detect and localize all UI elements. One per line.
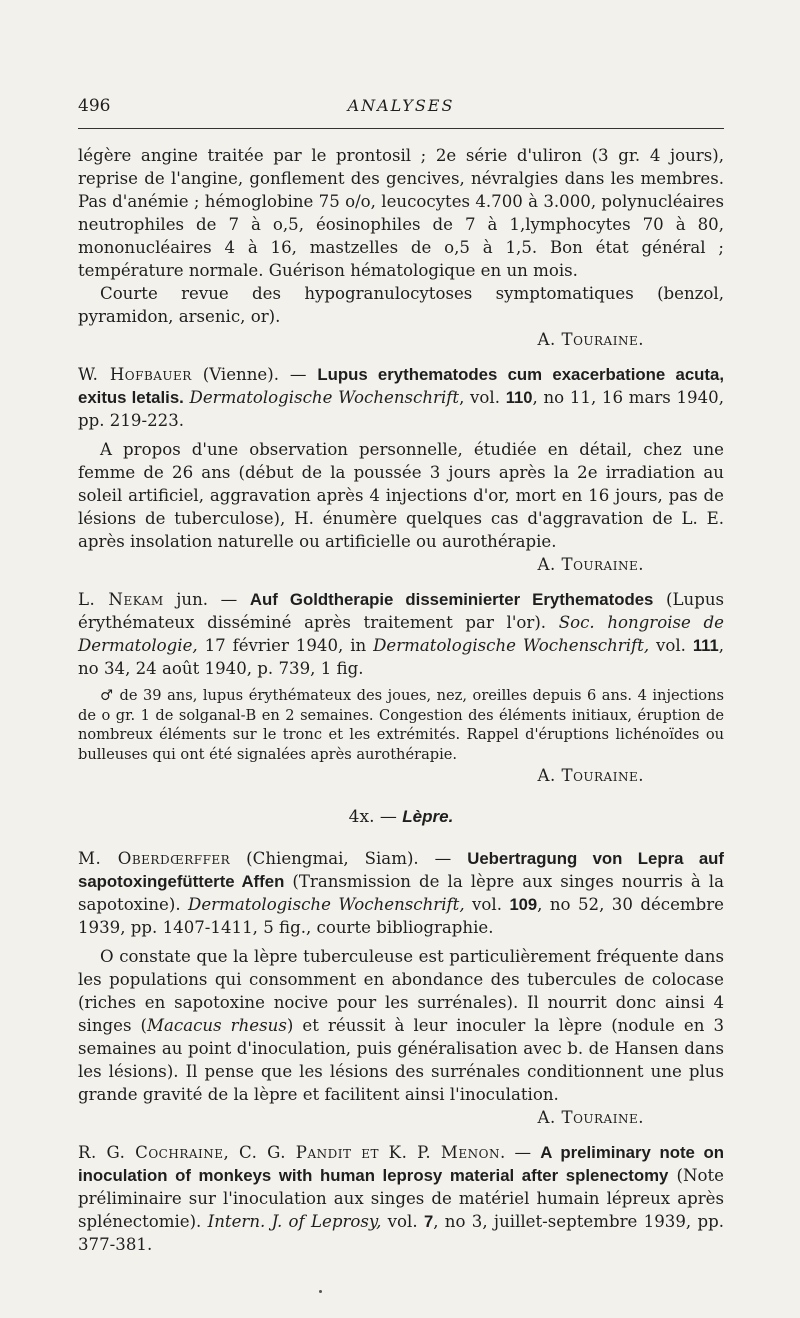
species-name: Macacus rhesus: [147, 1016, 287, 1035]
article-title: Uebertragung von Lepra auf sapotoxingefütterte Affen: [78, 849, 724, 891]
abstract-text: [78, 945, 724, 1106]
signature: A. Touraine.: [537, 1108, 644, 1127]
abstract-entry-cochraine: [78, 1141, 724, 1256]
citation: [78, 363, 724, 432]
running-title: ANALYSES: [347, 96, 455, 115]
volume-number: 109: [509, 895, 538, 914]
citation: [78, 1141, 724, 1256]
citation: [78, 588, 724, 680]
ref-part: (Transmission de la lèpre aux singes nourris à la sapotoxine).: [78, 872, 724, 914]
ref-part: , no 3, juillet-septembre 1939, pp. 377-381.: [78, 1212, 724, 1254]
author-place: (Vienne). —: [191, 365, 318, 384]
abstract-text: légère angine traitée par le prontosil ; 2e série d'uliron (3 gr. 4 jours), reprise de l'angine, gonflement des gencives, névralgies dans les membres. Pas d'anémie ; hémoglobine 75 o/o, leucocytes 4.700 à 3.000, polynucléaires neutrophiles de 7 à o,5, éosinophiles de 7 à 1,lymphocytes 70 à 80, mononucléaires 4 à 16, mastzelles de o,5 à 1,5. Bon état général ; température normale. Guérison hématologique en un mois.: [78, 146, 724, 280]
article-title: Lupus erythematodes cum exacerbatione acuta, exitus letalis.: [78, 365, 724, 407]
page-body: [78, 144, 724, 1256]
abstract-text: A propos d'une observation personnelle, étudiée en détail, chez une femme de 26 ans (début de la poussée 3 jours après la 2e irradiation au soleil artificiel, aggravation après 4 injections d'or, mort en 16 jours, pas de lésions de tuberculose), H. énumère quelques cas d'aggravation de L. E. après insolation naturelle ou artificielle ou aurothérapie.: [78, 440, 724, 551]
article-title: A preliminary note on inoculation of monkeys with human leprosy material after splenectomy: [78, 1143, 724, 1185]
ref-part: vol.: [464, 895, 510, 914]
author-place: (Chiengmai, Siam). —: [230, 849, 468, 868]
signature: A. Touraine.: [537, 330, 644, 349]
ref-part: vol.: [649, 636, 693, 655]
volume-number: 110: [505, 388, 533, 407]
author: L. Nekam: [78, 590, 164, 609]
section-heading: [78, 805, 724, 829]
volume-number: 111: [692, 636, 719, 655]
ref-part: , no 34, 24 août 1940, p. 739, 1 fig.: [78, 636, 724, 678]
ref-part: , vol.: [459, 388, 506, 407]
abstract-entry-hofbauer: [78, 363, 724, 576]
article-title: Auf Goldtherapie disseminierter Erythematodes: [249, 590, 654, 609]
society-name: Soc. hongroise de Dermatologie,: [78, 613, 724, 655]
author: M. Oberdœrffer: [78, 849, 231, 868]
page-header: [78, 96, 724, 118]
author: W. Hofbauer: [78, 365, 192, 384]
abstract-text-b: ) et réussit à leur inoculer la lèpre (nodule en 3 semaines au point d'inoculation, puis généralisation avec b. de Hansen dans les lésions). Il pense que les lésions des surrénales conditionnent une plus grande gravité de la lèpre et facilitent ainsi l'inoculation.: [78, 1016, 725, 1104]
abstract-text-a: O constate que la lèpre tuberculeuse est particulièrement fréquente dans les populations qui consomment en abondance des tubercules de colocase (riches en sapotoxine nocive pour les surrénales). Il nourrit donc ainsi 4 singes (: [78, 947, 724, 1035]
abstract-text-2: Courte revue des hypogranulocytoses symptomatiques (benzol, pyramidon, arsenic, or).: [78, 284, 724, 326]
ref-part: vol.: [381, 1212, 424, 1231]
section-number: 4x. —: [348, 807, 403, 827]
journal-name: Dermatologische Wochenschrift,: [373, 636, 650, 655]
volume-number: 7: [423, 1212, 434, 1231]
ref-part: , no 11, 16 mars 1940, pp. 219-223.: [78, 388, 724, 430]
header-rule: [78, 128, 724, 129]
author: R. G. Cochraine, C. G. Pandit et K. P. Menon: [78, 1143, 500, 1162]
author-place: . —: [499, 1143, 541, 1162]
ref-part: (Note préliminaire sur l'inoculation aux singes de matériel humain lépreux après splénectomie).: [78, 1166, 724, 1231]
abstract-text: ♂ de 39 ans, lupus érythémateux des joues, nez, oreilles depuis 6 ans. 4 injections de o gr. 1 de solganal-B en 2 semaines. Congestion des éléments initiaux, éruption de nombreux éléments sur le tronc et les extrémités. Rappel d'éruptions lichénoïdes ou bulleuses qui ont été signalées après aurothérapie.: [78, 687, 724, 763]
abstract-entry-oberdoerffer: [78, 847, 724, 1129]
signature: A. Touraine.: [537, 766, 644, 785]
journal-name: Intern. J. of Leprosy,: [207, 1212, 382, 1231]
ref-part: , no 52, 30 décembre 1939, pp. 1407-1411, 5 fig., courte bibliographie.: [78, 895, 724, 937]
ref-part: (Lupus érythémateux disséminé après traitement par l'or).: [78, 590, 725, 632]
abstract-text: [78, 282, 724, 328]
abstract-continuation: [78, 144, 724, 351]
author-place: jun. —: [163, 590, 250, 609]
abstract-entry-nekam: [78, 588, 724, 787]
section-title: Lèpre.: [402, 807, 454, 826]
citation: [78, 847, 724, 939]
speck: [319, 1290, 322, 1293]
journal-name: Dermatologische Wochenschrift,: [188, 895, 465, 914]
signature: A. Touraine.: [537, 555, 644, 574]
ref-part: 17 février 1940, in: [197, 636, 374, 655]
page-number: 496: [78, 96, 111, 116]
journal-name: Dermatologische Wochenschrift: [189, 388, 460, 407]
